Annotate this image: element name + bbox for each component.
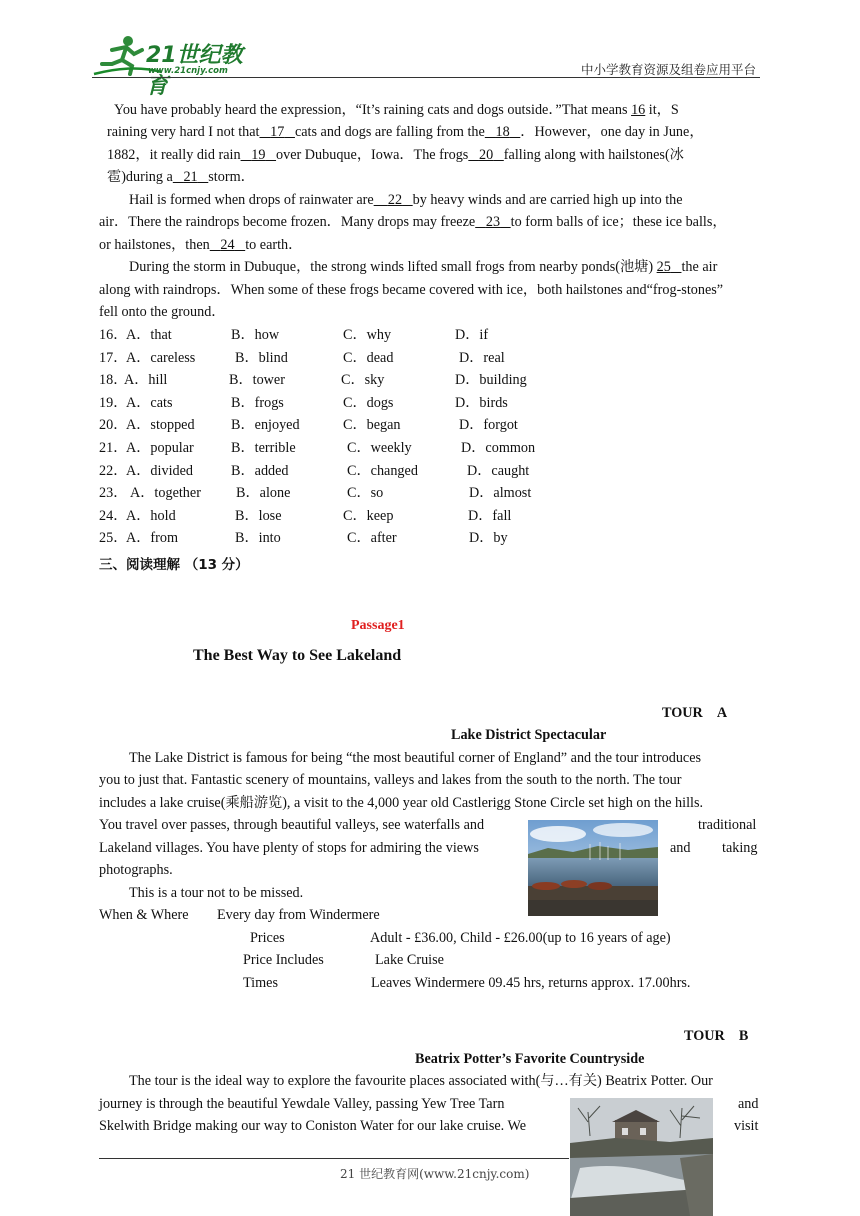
tour-a-title: Lake District Spectacular bbox=[451, 727, 607, 743]
blank-20: 20 bbox=[478, 147, 494, 163]
blank-17: 17 bbox=[270, 124, 285, 140]
option-a[interactable]: A．hold bbox=[126, 507, 176, 524]
cloze-p3-line2: along with raindrops．When some of these frogs became covered with ice，both hailstones and“frog-stones” bbox=[99, 282, 724, 298]
option-c[interactable]: C．dogs bbox=[343, 394, 394, 411]
blank-21: 21 bbox=[183, 169, 198, 185]
village-stream-photo bbox=[570, 1098, 713, 1216]
option-c[interactable]: C．changed bbox=[347, 462, 418, 479]
option-c[interactable]: C．sky bbox=[341, 372, 385, 389]
cloze-p1-line4: 雹)during a 21 storm． bbox=[107, 169, 255, 185]
footer-divider bbox=[99, 1158, 569, 1159]
option-a[interactable]: A．cats bbox=[126, 394, 173, 411]
passage-label: Passage1 bbox=[351, 618, 405, 633]
tour-a-line4-end: traditional bbox=[698, 817, 757, 833]
option-b[interactable]: B．enjoyed bbox=[231, 417, 300, 434]
prices-value: Adult - £36.00, Child - £26.00(up to 16 years of age) bbox=[370, 930, 671, 946]
tour-a-label: TOUR A bbox=[662, 705, 728, 721]
option-d[interactable]: D．by bbox=[469, 530, 508, 547]
option-c[interactable]: C．after bbox=[347, 530, 397, 547]
option-b[interactable]: B．added bbox=[231, 462, 289, 479]
option-a[interactable]: A．together bbox=[130, 485, 201, 502]
option-a[interactable]: A．stopped bbox=[126, 417, 195, 434]
section-title: 三、阅读理解 （13 分） bbox=[99, 557, 249, 573]
tour-b-line3-end: visit bbox=[734, 1118, 759, 1134]
option-a[interactable]: A．popular bbox=[126, 440, 194, 456]
question-number: 17． bbox=[99, 349, 128, 366]
header-divider bbox=[92, 77, 760, 78]
passage-title: The Best Way to See Lakeland bbox=[193, 647, 402, 664]
when-where-value: Every day from Windermere bbox=[217, 907, 380, 923]
question-number: 19． bbox=[99, 394, 128, 411]
option-a[interactable]: A．from bbox=[126, 530, 179, 547]
blank-16: 16 bbox=[631, 102, 646, 118]
question-number: 20． bbox=[99, 417, 128, 434]
tour-a-line5: Lakeland villages. You have plenty of stops for admiring the views bbox=[99, 840, 479, 856]
option-c[interactable]: C．weekly bbox=[347, 440, 412, 456]
question-number: 25． bbox=[99, 530, 128, 547]
option-a[interactable]: A．that bbox=[126, 327, 172, 343]
cloze-p1-line1: You have probably heard the expression，“It’s raining cats and dogs outside．”That means 16 it，S bbox=[114, 102, 679, 118]
tour-b-line2-end: and bbox=[738, 1096, 759, 1112]
tour-a-line6: photographs. bbox=[99, 862, 173, 878]
option-d[interactable]: D．if bbox=[455, 327, 489, 343]
cloze-p3-line3: fell onto the ground． bbox=[99, 304, 226, 320]
includes-label: Price Includes bbox=[243, 952, 324, 968]
option-a[interactable]: A．divided bbox=[126, 462, 193, 479]
blank-24: 24 bbox=[220, 237, 235, 253]
option-d[interactable]: D．almost bbox=[469, 485, 532, 502]
cloze-p3-line1: During the storm in Dubuque，the strong winds lifted small frogs from nearby ponds(池塘) 25 the air bbox=[129, 259, 718, 275]
prices-label: Prices bbox=[250, 930, 285, 946]
cloze-p2-line3: or hailstones，then 24 to earth． bbox=[99, 237, 303, 253]
option-d[interactable]: D．building bbox=[455, 372, 527, 389]
question-number: 21． bbox=[99, 440, 128, 456]
times-value: Leaves Windermere 09.45 hrs, returns approx. 17.00hrs. bbox=[371, 975, 691, 991]
option-b[interactable]: B．lose bbox=[235, 507, 282, 524]
blank-18: 18 bbox=[495, 124, 510, 140]
tour-b-line3: Skelwith Bridge making our way to Coniston Water for our lake cruise. We bbox=[99, 1118, 527, 1134]
blank-25: 25 bbox=[656, 259, 671, 275]
option-d[interactable]: D．real bbox=[459, 349, 505, 366]
tour-b-label: TOUR B bbox=[684, 1028, 749, 1044]
tour-a-line2: you to just that. Fantastic scenery of mountains, valleys and lakes from the south to the north. The tour bbox=[99, 772, 682, 788]
lake-boats-photo bbox=[528, 820, 658, 916]
times-label: Times bbox=[243, 975, 278, 991]
option-b[interactable]: B．how bbox=[231, 327, 280, 343]
option-b[interactable]: B．alone bbox=[236, 485, 291, 502]
question-number: 23． bbox=[99, 485, 128, 502]
option-b[interactable]: B．into bbox=[235, 530, 281, 547]
option-d[interactable]: D．forgot bbox=[459, 417, 518, 434]
question-number: 16． bbox=[99, 327, 128, 343]
option-b[interactable]: B．terrible bbox=[231, 440, 296, 456]
cloze-p2-line2: air．There the raindrops become frozen．Many drops may freeze 23 to form balls of ice；these ice balls， bbox=[99, 214, 727, 230]
footer-site-text: 21 世纪教育网(www.21cnjy.com) bbox=[340, 1167, 530, 1181]
includes-value: Lake Cruise bbox=[375, 952, 444, 968]
logo-url: www.21cnjy.com bbox=[148, 66, 228, 76]
option-d[interactable]: D．birds bbox=[455, 394, 508, 411]
blank-19: 19 bbox=[251, 147, 266, 163]
option-c[interactable]: C．keep bbox=[343, 507, 394, 524]
tour-a-line3: includes a lake cruise(乘船游览), a visit to the 4,000 year old Castlerigg Stone Circle set high on the hills. bbox=[99, 795, 704, 811]
tour-a-line4: You travel over passes, through beautiful valleys, see waterfalls and bbox=[99, 817, 485, 833]
option-b[interactable]: B．tower bbox=[229, 372, 285, 389]
option-c[interactable]: C．why bbox=[343, 327, 392, 343]
option-c[interactable]: C．dead bbox=[343, 349, 394, 366]
option-d[interactable]: D．common bbox=[461, 440, 536, 456]
tour-a-line5-and: and bbox=[670, 840, 691, 856]
option-d[interactable]: D．fall bbox=[468, 507, 512, 524]
question-number: 18． bbox=[99, 372, 128, 389]
question-number: 22． bbox=[99, 462, 128, 479]
option-d[interactable]: D．caught bbox=[467, 462, 530, 479]
cloze-p1-line3: 1882，it really did rain 19 over Dubuque，Iowa．The frogs 20 falling along with hailstones(冰 bbox=[107, 147, 684, 163]
tour-b-line1: The tour is the ideal way to explore the favourite places associated with(与…有关) Beatrix Potter. Our bbox=[129, 1073, 713, 1089]
option-a[interactable]: A．careless bbox=[126, 349, 196, 366]
logo-wordmark: 21世纪教育 bbox=[146, 43, 243, 99]
tour-a-line7: This is a tour not to be missed. bbox=[129, 885, 304, 901]
option-b[interactable]: B．frogs bbox=[231, 394, 284, 411]
site-logo bbox=[92, 34, 262, 99]
tour-a-line1: The Lake District is famous for being “the most beautiful corner of England” and the tour introduces bbox=[129, 750, 702, 766]
cloze-p1-line2: raining very hard I not that 17 cats and dogs are falling from the 18 ．However，one day in June， bbox=[107, 124, 704, 140]
tour-b-line2: journey is through the beautiful Yewdale Valley, passing Yew Tree Tarn bbox=[99, 1096, 505, 1112]
option-c[interactable]: C．so bbox=[347, 485, 384, 502]
when-where-label: When & Where bbox=[99, 907, 189, 923]
question-number: 24． bbox=[99, 507, 128, 524]
option-c[interactable]: C．began bbox=[343, 417, 401, 434]
blank-22: 22 bbox=[387, 192, 403, 208]
tour-a-line5-end: taking bbox=[722, 840, 758, 856]
option-b[interactable]: B．blind bbox=[235, 349, 288, 366]
blank-23: 23 bbox=[485, 214, 501, 230]
cloze-p2-line1: Hail is formed when drops of rainwater are 22 by heavy winds and are carried high up into the bbox=[129, 192, 683, 208]
tour-b-title: Beatrix Potter’s Favorite Countryside bbox=[415, 1051, 645, 1067]
header-platform-text: 中小学教育资源及组卷应用平台 bbox=[580, 62, 756, 77]
option-a[interactable]: A．hill bbox=[124, 372, 168, 389]
